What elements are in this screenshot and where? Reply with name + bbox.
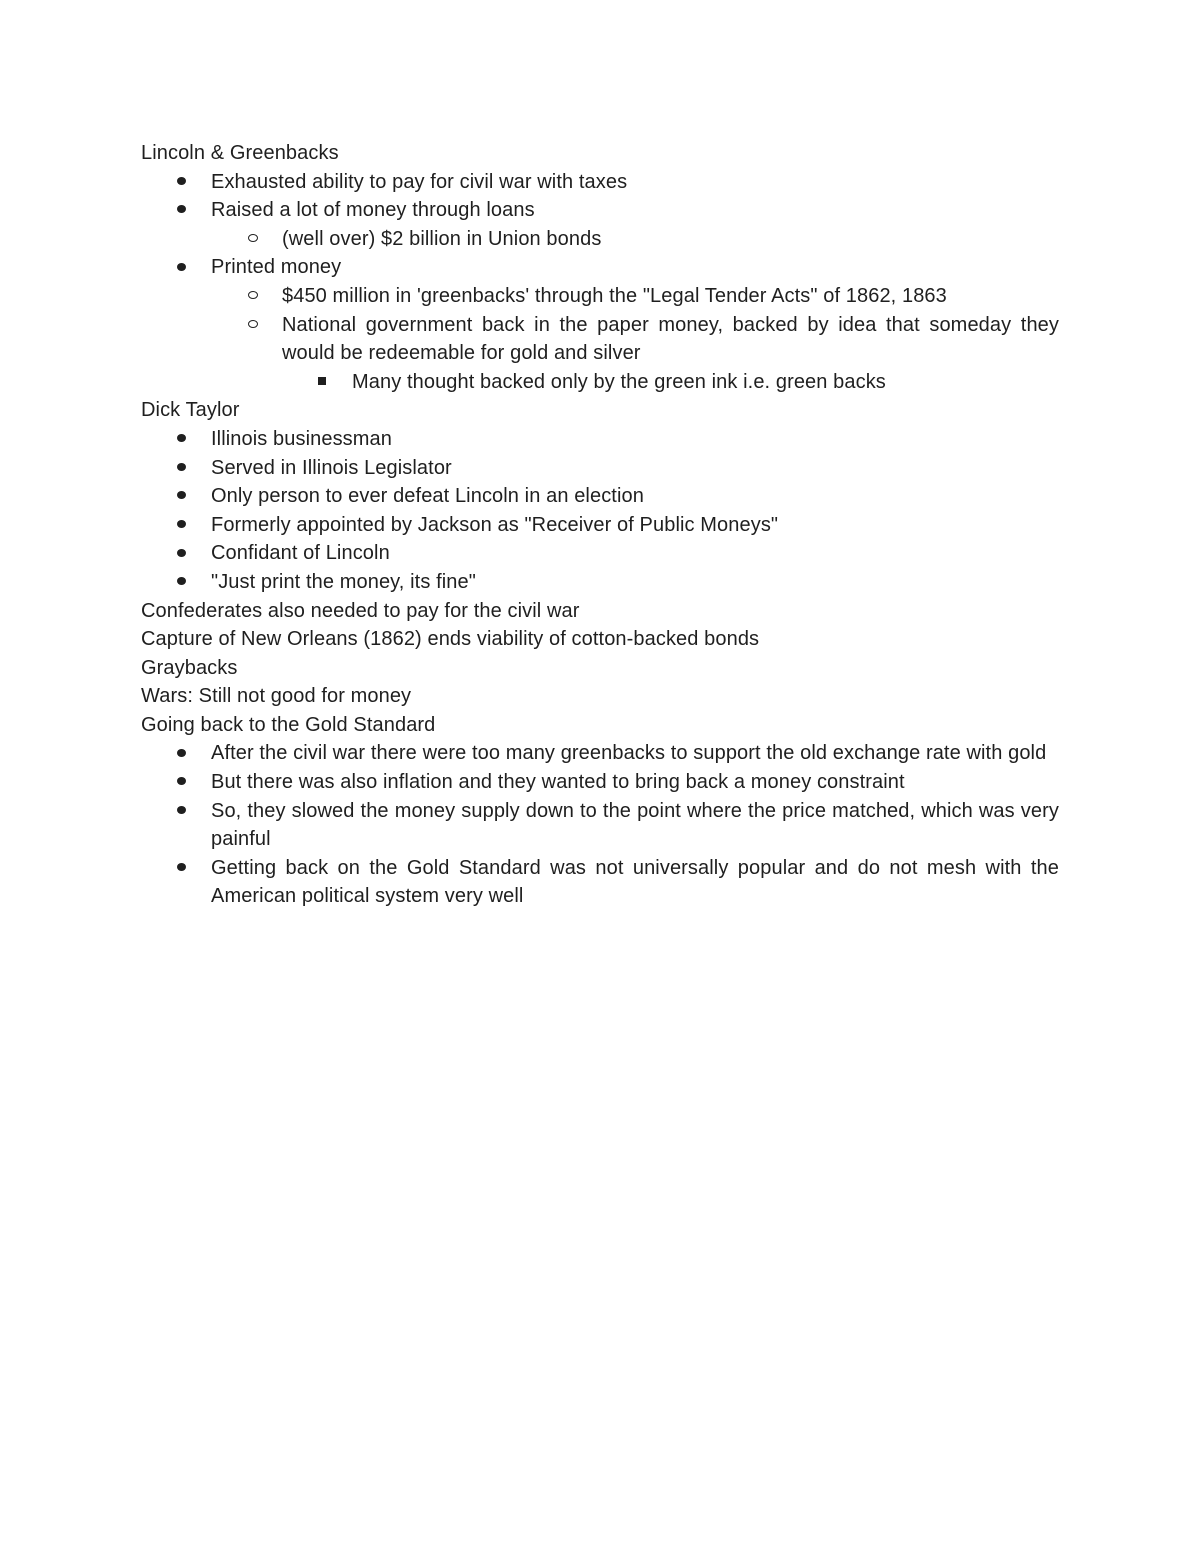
bullet-list — [141, 425, 1059, 597]
list-item — [141, 539, 1059, 568]
section-heading: Going back to the Gold Standard — [141, 713, 436, 736]
list-item-text: Illinois businessman — [211, 427, 392, 450]
section-heading: Capture of New Orleans (1862) ends viability of cotton-backed bonds — [141, 628, 760, 651]
list-item-text: Many thought backed only by the green ink i.e. green backs — [352, 370, 886, 393]
list-item-text: After the civil war there were too many greenbacks to support the old exchange rate with gold — [211, 742, 1047, 765]
bullet-list — [141, 739, 1059, 911]
list-item — [141, 739, 1059, 768]
list-item — [141, 225, 1059, 254]
bullet-circle-icon — [248, 282, 258, 311]
list-item — [141, 482, 1059, 511]
list-item-text: Confidant of Lincoln — [211, 542, 390, 565]
list-item — [141, 511, 1059, 540]
bullet-dot-icon — [177, 797, 186, 826]
bullet-dot-icon — [177, 568, 186, 597]
list-item-text: Served in Illinois Legislator — [211, 456, 452, 479]
bullet-circle-icon — [248, 225, 258, 254]
list-item-text: Exhausted ability to pay for civil war with taxes — [211, 170, 628, 193]
bullet-dot-icon — [177, 511, 186, 540]
list-item — [141, 168, 1059, 197]
list-item — [141, 568, 1059, 597]
list-item — [141, 311, 1059, 368]
bullet-list — [141, 168, 1059, 397]
bullet-square-icon — [318, 368, 326, 397]
list-item-text: National government back in the paper money, backed by idea that someday they would be redeemable for gold and silver — [282, 313, 1059, 365]
bullet-dot-icon — [177, 539, 186, 568]
list-item — [141, 854, 1059, 911]
bullet-circle-icon — [248, 311, 258, 340]
list-item — [141, 368, 1059, 397]
list-item-text: (well over) $2 billion in Union bonds — [282, 227, 602, 250]
list-item — [141, 253, 1059, 282]
list-item-text: Only person to ever defeat Lincoln in an election — [211, 485, 644, 508]
list-item-text: Getting back on the Gold Standard was not universally popular and do not mesh with the American political system very well — [211, 856, 1059, 908]
list-item — [141, 425, 1059, 454]
list-item — [141, 196, 1059, 225]
bullet-dot-icon — [177, 768, 186, 797]
list-item-text: Raised a lot of money through loans — [211, 199, 535, 222]
section-heading: Wars: Still not good for money — [141, 685, 412, 708]
document-page — [141, 139, 1059, 911]
list-item — [141, 454, 1059, 483]
list-item-text: "Just print the money, its fine" — [211, 570, 476, 593]
bullet-dot-icon — [177, 739, 186, 768]
bullet-dot-icon — [177, 425, 186, 454]
section-heading: Graybacks — [141, 656, 238, 679]
list-item-text: Formerly appointed by Jackson as "Receiver of Public Moneys" — [211, 513, 779, 536]
list-item — [141, 282, 1059, 311]
bullet-dot-icon — [177, 196, 186, 225]
list-item-text: $450 million in 'greenbacks' through the "Legal Tender Acts" of 1862, 1863 — [282, 284, 947, 307]
list-item-text: So, they slowed the money supply down to the point where the price matched, which was very painful — [211, 799, 1059, 851]
bullet-dot-icon — [177, 454, 186, 483]
list-item-text: But there was also inflation and they wanted to bring back a money constraint — [211, 771, 905, 794]
list-item — [141, 768, 1059, 797]
bullet-dot-icon — [177, 253, 186, 282]
bullet-dot-icon — [177, 854, 186, 883]
section-heading: Dick Taylor — [141, 399, 240, 422]
section-heading: Confederates also needed to pay for the civil war — [141, 599, 580, 622]
list-item — [141, 797, 1059, 854]
list-item-text: Printed money — [211, 256, 342, 279]
bullet-dot-icon — [177, 482, 186, 511]
bullet-dot-icon — [177, 168, 186, 197]
section-heading: Lincoln & Greenbacks — [141, 142, 339, 164]
